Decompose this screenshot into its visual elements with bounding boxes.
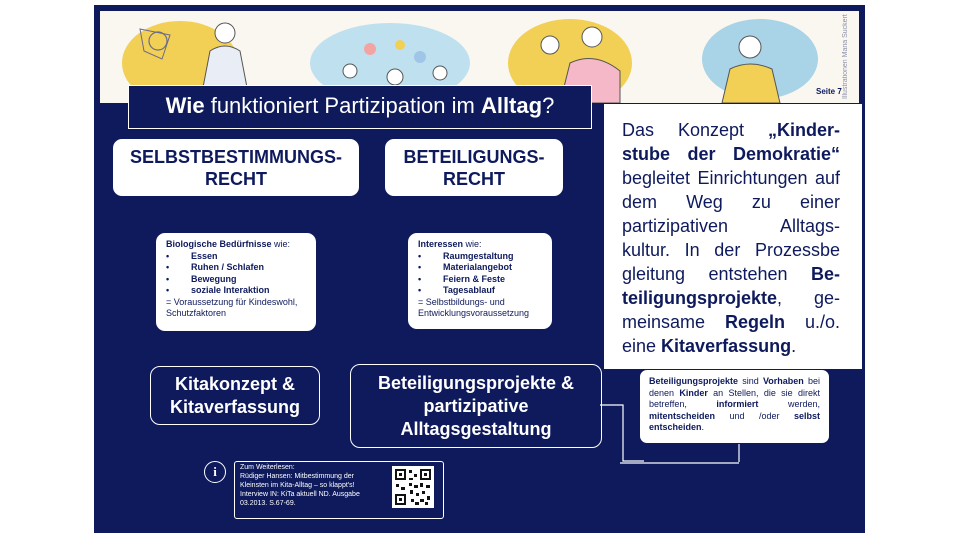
kitakonzept-box [150, 366, 320, 425]
title-end: ? [542, 93, 555, 118]
list-item: • soziale Interaktion [166, 285, 306, 297]
middle-result-line1: Beteiligungsprojekte & [377, 372, 575, 393]
definition-box: Beteiligungsprojekte sind Vorhaben bei denen Kinder an Stellen, die sie direkt betreffen, informiert werden, mitentscheiden und /oder selbst entscheiden. [639, 369, 830, 444]
left-info-footer: = Voraussetzung für Kindeswohl, Schutzfaktoren [166, 296, 298, 318]
list-item: • Bewegung [166, 274, 306, 286]
further-reading-text [240, 463, 384, 508]
list-item: • Raumgestaltung [418, 251, 542, 263]
concept-description: Das Konzept „Kinder-stube der Demokratie“ begleitet Einrichtungen auf dem Weg zu einer partizipativen Alltags-kultur. In der Prozessbe gleitung entstehen Be-teiligungsprojekte, ge-meinsame Regeln u./o. eine Kitaverfassung. [622, 120, 841, 356]
info-icon: i [204, 461, 226, 483]
page-number: Seite 7 [816, 87, 842, 96]
arrow-down-icon [205, 196, 269, 236]
middle-result-line2: partizipative [423, 395, 529, 416]
list-item: • Feiern & Feste [418, 274, 542, 286]
selbstbestimmungsrecht-box [112, 138, 360, 197]
list-item: • Materialangebot [418, 262, 542, 274]
middle-heading-line2: RECHT [443, 168, 505, 189]
beteiligungsprojekte-box [350, 364, 602, 448]
list-item: • Ruhen / Schlafen [166, 262, 306, 274]
beteiligungsrecht-box [384, 138, 564, 197]
connector-line-bottom [620, 460, 740, 466]
qr-code-icon[interactable] [392, 466, 434, 508]
left-heading-line2: RECHT [205, 168, 267, 189]
list-item: • Tagesablauf [418, 285, 542, 297]
left-result-line1: Kitakonzept & [174, 373, 295, 394]
title-bold-wie: Wie [165, 93, 205, 118]
left-info-box [155, 232, 317, 332]
list-item: • Essen [166, 251, 306, 263]
arrow-down-icon [441, 196, 505, 236]
left-info-title: Biologische Bedürfnisse wie: [166, 239, 291, 249]
page-title [128, 85, 592, 129]
middle-heading-line1: BETEILIGUNGS- [403, 146, 545, 167]
left-result-line2: Kitaverfassung [169, 396, 301, 417]
illustration-credit: Illustrationen Maria Suckert [842, 14, 849, 99]
middle-info-box [407, 232, 553, 330]
middle-info-footer: = Selbstbildungs- und Entwicklungsvoraussetzung [418, 296, 530, 318]
title-mid: funktioniert Partizipation im [204, 93, 481, 118]
further-reading-title: Zum Weiterlesen: [240, 464, 295, 471]
middle-result-line3: Alltagsgestaltung [400, 418, 552, 439]
title-bold-alltag: Alltag [480, 93, 543, 118]
left-heading-line1: SELBSTBESTIMMUNGS- [129, 146, 342, 167]
further-reading-citation: Rüdiger Hansen: Mitbestimmung der Kleinsten im Kita-Alltag – so klappt's! Interview IN: KiTa aktuell ND. Ausgabe 03.2013. S.67-69. [240, 473, 360, 507]
middle-info-title: Interessen wie: [418, 239, 482, 249]
